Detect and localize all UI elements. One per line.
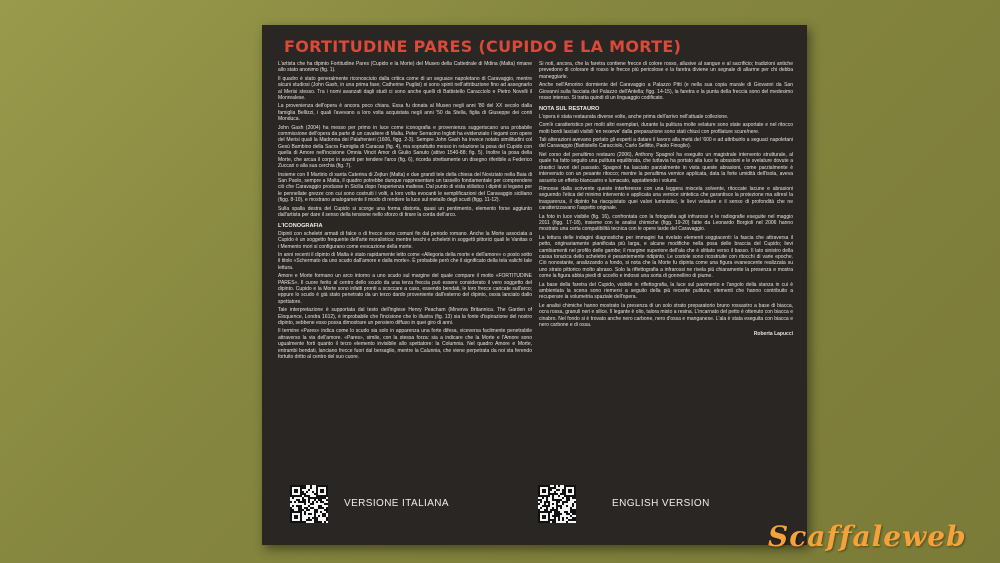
paragraph: Tale interpretazione è supportata dal testo dell'inglese Henry Peacham (Minerva Britannica. The Garden of Eloquence, Londra 1612), è improbabile che l'incisione che lo illustra (fig. 13) sia la fonte d'ispirazione del nostro dipinto, sebbene esso possa dimostrare un pensiero diffuso in quei giro di anni.	[278, 307, 532, 327]
paragraph: Sulla spalla destra del Cupido si scorge una forma distorta, quasi un pentimento, elemento forse aggiunto dall'artista per dare il senso della tensione nello sforzo di tirare la corda dell'arco.	[278, 205, 532, 218]
italian-version-label: VERSIONE ITALIANA	[344, 498, 449, 509]
paragraph: Nel corso del penultimo restauro (2006), Anthony Spagnol ha eseguito un magistrale intervento strutturale, al quale ha fatto seguito una pulitura equilibrata, che tuttavia ha portato alla luce le abrasioni e le svelature dovute a drastici lavori del passato. Spagnol ha lasciato parzialmente in vista queste abrasioni, come parzialmente è intervenuto con un pesante ritocco; mentre la penultima vernice applicata, data la forte umidità dell'isola, aveva assunto un effetto biancastro e lumacato, appiattendo i volumi.	[539, 151, 793, 184]
paragraph: La foto in luce visibile (fig. 16), confrontata con la fotografia agli infrarossi e le radiografie eseguite nel maggio 2011 (figg. 17-18), insieme con le analisi chimiche (figg. 19-20) fatte da Leonardo Borgioli nel 2006 hanno mostrato una certa compatibilità tecnica con le opere tarde del Caravaggio.	[539, 213, 793, 233]
paragraph: Insieme con Il Martirio di santa Caterina di Zejtun (Malta) e due grandi tele della chiesa del Noviziato nella Baia di San Paolo, sempre a Malta, il quadro potrebbe dunque rappresentare un tassello fondamentale per comprendere ciò che Caravaggio produsse in Sicilia dopo l'esperienza maltese. Dal punto di vista stilistico i dipinti si legano per le pennellate grezze con cui sono costruiti i volti, a loro volta evocanti le semplificazioni del Caravaggio siciliano (figg. 8-10), e mostrano analogamente il modo di rendere la luce sul metallo degli scudi (figg. 11-12).	[278, 171, 532, 204]
paragraph: In anni recenti il dipinto di Malta è stato rapidamente letto come «Allegoria della morte e dell'amore» o posto sotto il titolo «Schermato da uno scudo dall'amore e dalla morte». È probabile però che il significato della tela valichi tale lettura.	[278, 251, 532, 271]
paragraph: La provenienza dell'opera è ancora poco chiara. Essa fu donata al Museo negli anni '80 del XX secolo dalla famiglia Bellizzi, i quali l'avevano a loro volta acquistata negli anni '50 da Stella, figlia di Giuseppe dei conti Monduca.	[278, 103, 532, 123]
paragraph: Anche nell'Amorino dormiente del Caravaggio a Palazzo Pitti (e nella sua copia murale di Giovanni da San Giovanni sulla facciata del Palazzo dell'Antella; figg. 14-15), la faretra e la punta della freccia sono del medesimo rosso intenso. Si tratta quindi di un linguaggio codificato.	[539, 82, 793, 102]
signature: Roberta Lapucci	[753, 331, 793, 338]
english-version-label: ENGLISH VERSION	[612, 498, 710, 509]
paragraph: Le analisi chimiche hanno mostrato la presenza di un solo strato preparatorio bruno rossastro a base di biacca, ocra rossa, granuli neri e silice. Il legante è olio, talora misto a resina. L'incarnato del petto è ottenuto con biacca e cinabro. Nel fondo si è trovato anche nero carbone, nero d'ossa e manganese. L'ala è stata eseguita con biacca e nero carbone e di ossa.	[539, 302, 793, 329]
paragraph: L'artista che ha dipinto Fortitudine Pares (Cupido e la Morte) del Museo della Cattedrale di Mdina (Malta) rimane allo stato anonimo (fig. 1).	[278, 61, 532, 74]
paragraph: Rimosse dalla scrivente queste interferenze con una leggera miscela solvente, ritoccate lacune e abrasioni seguendo l'etica del minimo intervento e applicata una vernice sintetica che garantisce la protezione ma altresì la trasparenza, il dipinto ha riacquistato quei valori luministici, le lievi velature e il senso di profondità che ne caratterizzavano l'aspetto originale.	[539, 185, 793, 212]
paragraph: Amore e Morte formano un arco intorno a uno scudo sul margine del quale compare il motto «FORTITUDINE PARES». Il cuore ferito al centro dello scudo da una terza freccia può essere considerato il vero soggetto del dipinto. Cupido e la Morte sono infatti pronti a scoccare a caso, essendo bendati, le loro frecce caricate sull'arco; eppure lo scudo è già stato penetrato da un terzo dardo proveniente dall'esterno del dipinto, ossia lanciato dallo spettatore.	[278, 273, 532, 305]
left-column	[278, 61, 532, 362]
paragraph: La lettura delle indagini diagnostiche per immagini ha rivelato elementi soggiacenti: la fascia che attraversa il petto, originariamente pianificata più larga, e alcune modifiche nella posa delle braccia del Cupido; lievi cambiamenti nel profilo delle gambe; il margine superiore dell'ala che è slittato verso il basso. Il lato sinistro della cassa toracica dello scheletro è pesantemente ridipinto. Le costole sono ricostruite con ritocchi di varie epoche. Ciò nonostante, analizzando a fondo, si nota che la Morte fu dipinta come una figura evanescente realizzata su uno strato pittorico molto abraso. Solo la riflettografia a infrarossi ne rivela più chiaramente la presenza e mostra come la figura abbia piedi di uccello e indossi una sorta di gonnellino di piume.	[539, 234, 793, 280]
paragraph: Si noti, ancora, che la faretra contiene frecce di colore rosso, allusive al sangue e al sacrificio; tradizioni antiche prevedono di colorare di rosso le frecce più pericolose e la faretra diviene un segnale di allarme per chi debba maneggiarle.	[539, 61, 793, 80]
paragraph: La base della faretra del Cupido, visibile in riflettografia, la luce sul pavimento e l'angolo della stanza in cui è ambientata la scena sono riemersi a seguito della più recente pulitura; elementi che hanno contribuito a recuperare la volumetria spaziale dell'opera.	[539, 281, 793, 301]
paragraph: John Gash (2004) ha messo per primo in luce come iconografia e provenienza suggeriscano una probabile commissione dell'opera da parte di un cavaliere di Malta. Peter Serracino Inglott ha evidenziato i legami con opere del Merisi quali la Madonna dei Palafrenieri (1606, figg. 2-3). Sempre John Gash ha invece notato similitudini col Gesù Bambino della Sacra Famiglia di Caracas (fig. 4), ma soprattutto messo in relazione la posa del Cupido con quella di Amore nell'incisione Omnia Vincit Amor di Giulio Sanuto (attivo 1540-88; fig. 5). Inoltre la posa della Morte, che arcua il corpo in avanti per tendere l'arco (fig. 6), ricorda strettamente un disegno riferibile a Federico Zuccari o alla sua cerchia (fig. 7).	[278, 124, 532, 170]
restauro-heading: NOTA SUL RESTAURO	[539, 106, 600, 113]
information-panel	[262, 25, 807, 545]
qr-code-italian-icon[interactable]	[290, 485, 328, 523]
paragraph: Com'è caratteristico per molti altri esemplari, durante la pulitura molte velature sono state asportate e nel ritocco molti bordi lasciati visibili 'en reserve' dalla preparazione sono stati chiusi con profilature scure/nere.	[539, 122, 793, 135]
watermark: Scaffaleweb	[768, 520, 967, 553]
right-column	[539, 61, 793, 338]
panel-title: FORTITUDINE PARES (CUPIDO E LA MORTE)	[284, 37, 682, 56]
paragraph: Dipinti con scheletri armati di falce o di frecce sono comuni fin dal periodo romano. Anche la Morte associata a Cupido è un soggetto frequente dell'arte moralistica: mentre teschi e scheletri in soggetti pittorici quali le Vanitas o i Memento mori si configurano come evocazione della morte.	[278, 230, 532, 250]
paragraph: Tali alterazioni avevano portato gli esperti a datare il lavoro alla metà del '600 e ad attribuirlo a seguaci napoletani del Caravaggio (Battistello Caracciolo, Carlo Sellitto, Paolo Finoglio).	[539, 137, 793, 150]
iconografia-heading: L'ICONOGRAFIA	[278, 223, 323, 230]
paragraph: Il termine «Pares» indica come lo scudo sia solo in apparenza una forte difesa, viceversa facilmente penetrabile attraverso la via dell'amore. «Pares», simile, con la stessa forza: sia a indicare che la Morte e l'Amore sono ugualmente forti quanto il terzo elemento invisibile allo spettatore: la Columnia. Nel quadro Amore e Morte, entrambi bendati, lanciano frecce fuori dal bersaglio, mentre la Calunnia, che viene perpetrata da noi sta ferendo fortuito dritto al centro del suo cuore.	[278, 328, 532, 361]
paragraph: Il quadro è stato generalmente riconosciuto dalla critica come di un seguace napoletano di Caravaggio, mentre alcuni studiosi (John Gash, in una prima fase; Catherine Puglisi) si sono spinti nell'attribuzione fino ad assegnarlo al Merisi stesso. Tra i nomi avanzati dagli studi ci sono anche quelli di Battistello Caracciolo e Pietro Novelli il Monrealese.	[278, 75, 532, 102]
paragraph: L'opera è stata restaurata diverse volte, anche prima dell'arrivo nell'attuale collezione.	[539, 113, 729, 120]
qr-code-english-icon[interactable]	[538, 485, 576, 523]
